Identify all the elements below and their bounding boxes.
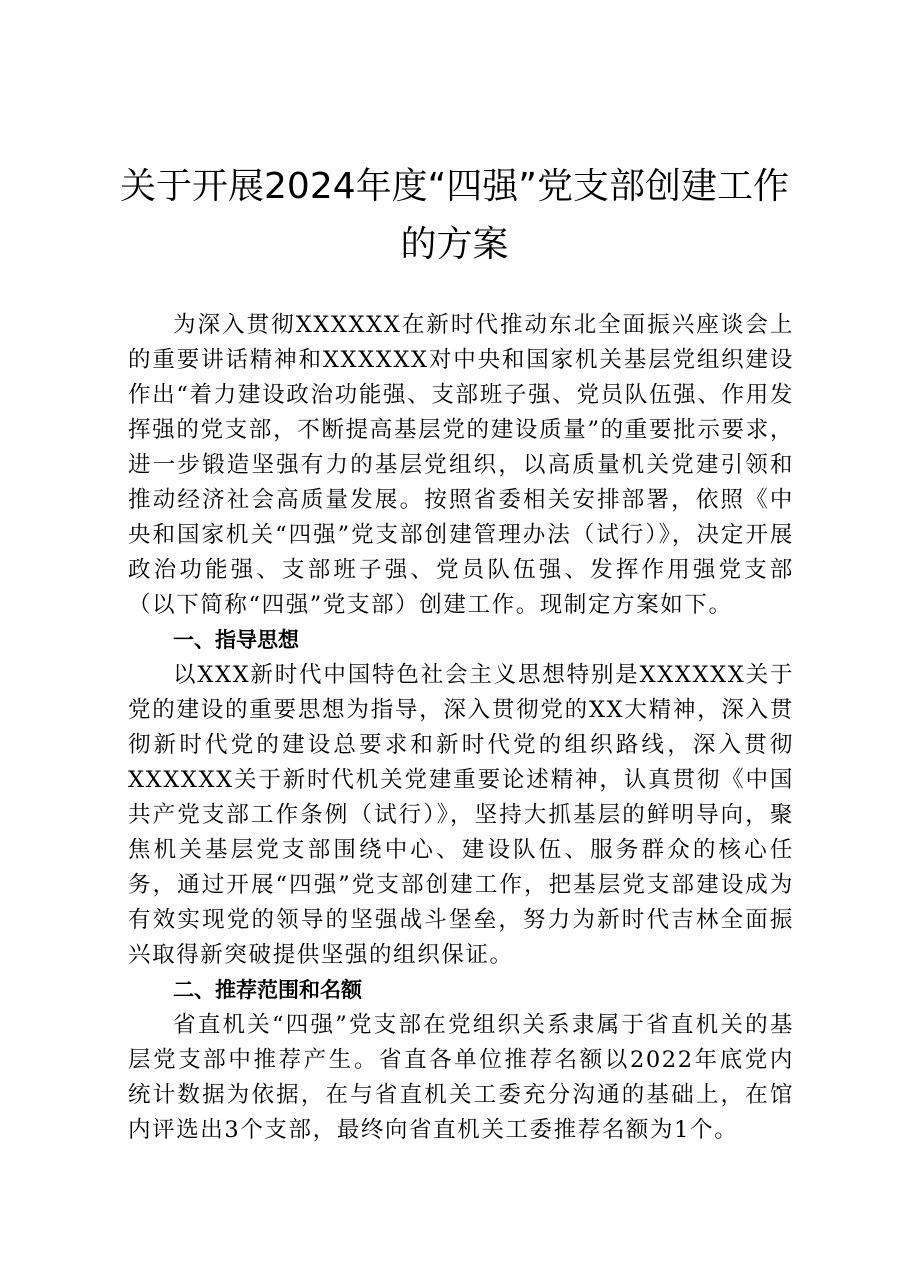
section-2-paragraph: 省直机关“四强”党支部在党组织关系隶属于省直机关的基层党支部中推荐产生。省直各单位推荐名额以2022年底党内统计数据为依据，在与省直机关工委充分沟通的基础上，在馆内评选出3个支部，最终向省直机关工委推荐名额为1个。 — [128, 1012, 794, 1143]
section-1-paragraph: 以XXX新时代中国特色社会主义思想特别是XXXXXX关于党的建设的重要思想为指导，深入贯彻党的XX大精神，深入贯彻新时代党的建设总要求和新时代党的组织路线，深入贯彻XXXXXX关于新时代机关党建重要论述精神，认真贯彻《中国共产党支部工作条例（试行）》，坚持大抓基层的鲜明导向，聚焦机关基层党支部围绕中心、建设队伍、服务群众的核心任务，通过开展“四强”党支部创建工作，把基层党支部建设成为有效实现党的领导的坚强战斗堡垒，努力为新时代吉林全面振兴取得新突破提供坚强的组织保证。 — [128, 662, 794, 968]
intro-paragraph: 为深入贯彻XXXXXX在新时代推动东北全面振兴座谈会上的重要讲话精神和XXXXXX对中央和国家机关基层党组织建设作出“着力建设政治功能强、支部班子强、党员队伍强、作用发挥强的党支部，不断提高基层党的建设质量”的重要批示要求，进一步锻造坚强有力的基层党组织，以高质量机关党建引领和推动经济社会高质量发展。按照省委相关安排部署，依照《中央和国家机关“四强”党支部创建管理办法（试行）》，决定开展政治功能强、支部班子强、党员队伍强、发挥作用强党支部（以下简称“四强”党支部）创建工作。现制定方案如下。 — [128, 312, 794, 618]
document-body — [128, 308, 794, 1148]
document-title-line-1: 关于开展2024年度“四强”党支部创建工作 — [120, 166, 789, 207]
section-1-heading: 一、指导思想 — [173, 628, 299, 652]
section-2-heading: 二、推荐范围和名额 — [173, 978, 362, 1002]
document-title-line-2: 的方案 — [400, 224, 509, 265]
document-title — [100, 158, 809, 274]
